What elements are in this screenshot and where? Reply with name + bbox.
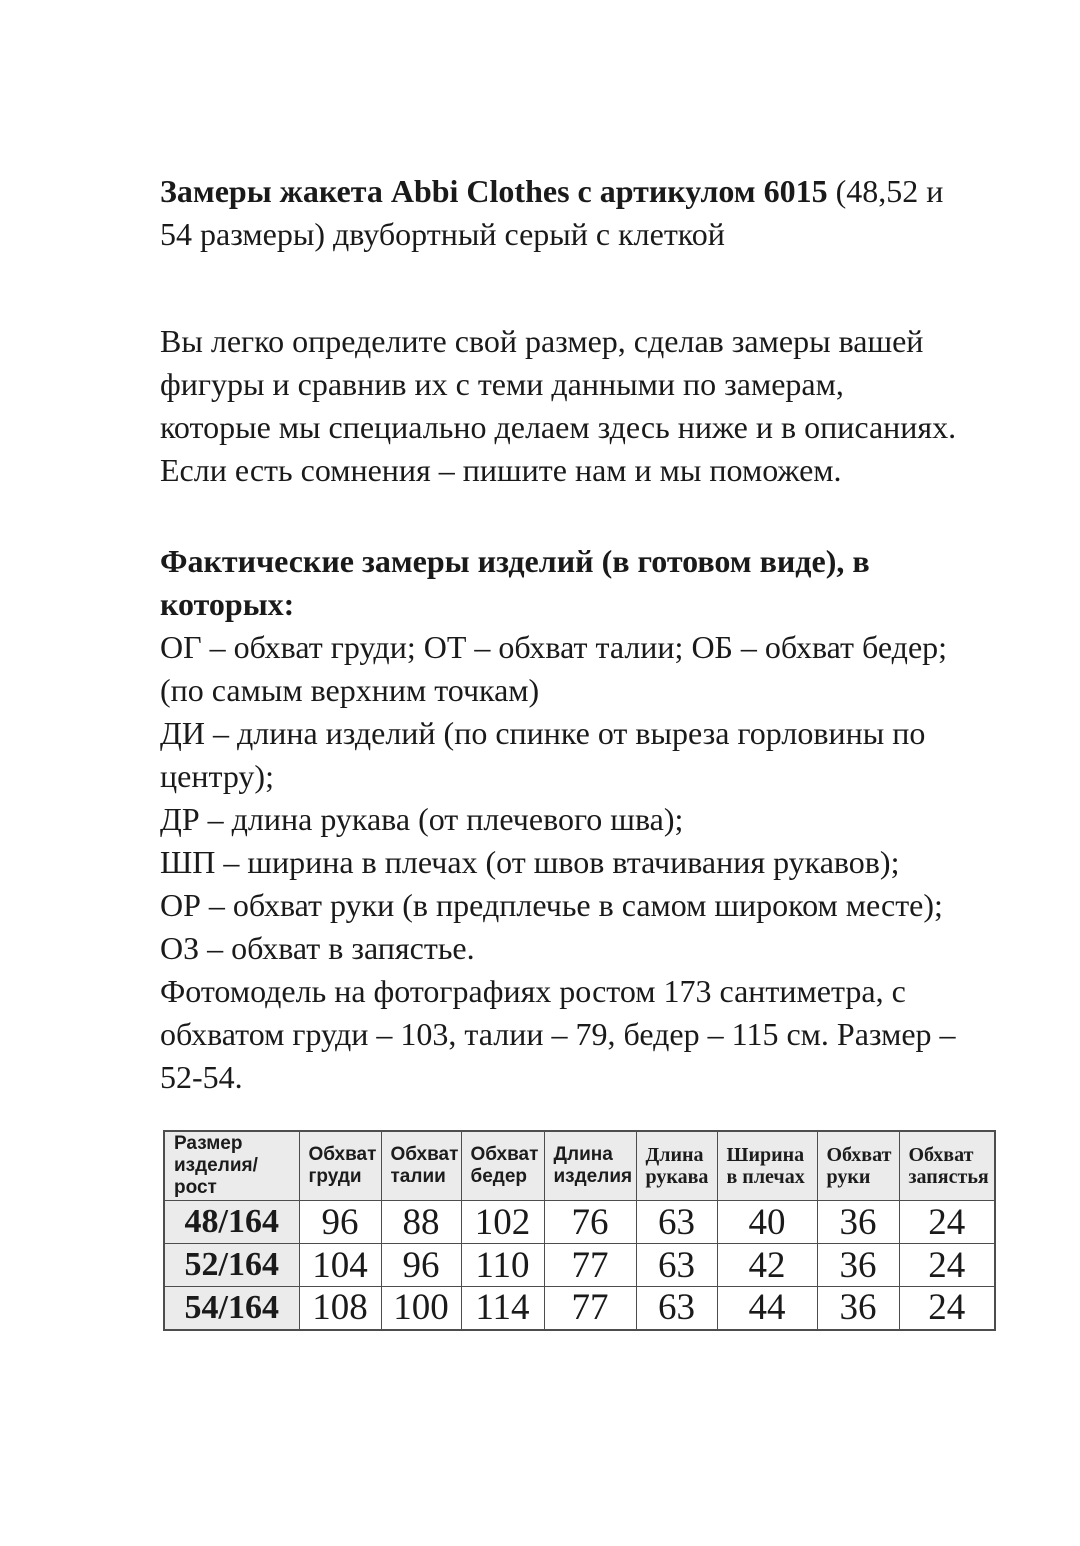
size-table-head (164, 1131, 995, 1201)
measurement-value-cell: 63 (636, 1244, 717, 1287)
size-table-header-cell: Обхват бедер (461, 1131, 544, 1201)
size-table-header-cell: Размер изделия/рост (164, 1131, 299, 1201)
measurement-value-cell: 100 (381, 1287, 461, 1330)
size-table-header-cell: Ширина в плечах (717, 1131, 817, 1201)
measurement-value-cell: 110 (461, 1244, 544, 1287)
measurement-value-cell: 76 (544, 1201, 636, 1244)
measurement-value-cell: 96 (381, 1244, 461, 1287)
definition-line: ДР – длина рукава (от плечевого шва); (160, 801, 684, 837)
measurement-value-cell: 114 (461, 1287, 544, 1330)
measurement-value-cell: 44 (717, 1287, 817, 1330)
size-table (163, 1130, 996, 1331)
definition-line: ОГ – обхват груди; ОТ – обхват талии; ОБ – обхват бедер; (по самым верхним точкам) (160, 629, 948, 708)
measurement-value-cell: 36 (817, 1201, 899, 1244)
definition-line: ОР – обхват руки (в предплечье в самом широком месте); (160, 887, 943, 923)
measurement-value-cell: 40 (717, 1201, 817, 1244)
page-title (160, 170, 962, 256)
measurement-value-cell: 42 (717, 1244, 817, 1287)
measurement-value-cell: 36 (817, 1244, 899, 1287)
size-table-row (164, 1244, 995, 1287)
size-table-header-cell: Обхват талии (381, 1131, 461, 1201)
definition-line: Фотомодель на фотографиях ростом 173 сантиметра, с обхватом груди – 103, талии – 79, бедер – 115 см. Размер – 52-54. (160, 973, 956, 1095)
definition-line: ОЗ – обхват в запястье. (160, 930, 475, 966)
size-label-cell: 48/164 (164, 1201, 299, 1244)
measurement-value-cell: 77 (544, 1244, 636, 1287)
section-heading: Фактические замеры изделий (в готовом виде), в которых: (160, 543, 870, 622)
intro-paragraph: Вы легко определите свой размер, сделав замеры вашей фигуры и сравнив их с теми данными по замерам, которые мы специально делаем здесь ниже и в описаниях. Если есть сомнения – пишите нам и мы поможем. (160, 323, 957, 488)
size-label-cell: 52/164 (164, 1244, 299, 1287)
size-table-wrapper (163, 1130, 1080, 1331)
measurement-value-cell: 77 (544, 1287, 636, 1330)
measurement-value-cell: 102 (461, 1201, 544, 1244)
measurement-value-cell: 36 (817, 1287, 899, 1330)
measurement-value-cell: 88 (381, 1201, 461, 1244)
measurement-value-cell: 63 (636, 1287, 717, 1330)
measurement-value-cell: 63 (636, 1201, 717, 1244)
definition-line: ШП – ширина в плечах (от швов втачивания рукавов); (160, 844, 900, 880)
size-table-header-cell: Длина изделия (544, 1131, 636, 1201)
size-table-header-row (164, 1131, 995, 1201)
definition-line: ДИ – длина изделий (по спинке от выреза горловины по центру); (160, 715, 926, 794)
measurement-value-cell: 24 (899, 1287, 995, 1330)
measurement-definitions (160, 626, 962, 1099)
size-table-row (164, 1287, 995, 1330)
measurement-value-cell: 108 (299, 1287, 381, 1330)
size-label-cell: 54/164 (164, 1287, 299, 1330)
measurement-value-cell: 104 (299, 1244, 381, 1287)
size-table-header-cell: Обхват запястья (899, 1131, 995, 1201)
size-table-header-cell: Длина рукава (636, 1131, 717, 1201)
size-table-header-cell: Обхват груди (299, 1131, 381, 1201)
size-table-row (164, 1201, 995, 1244)
measurement-value-cell: 24 (899, 1201, 995, 1244)
size-table-header-cell: Обхват руки (817, 1131, 899, 1201)
page-title-regular-text: (48,52 и 54 размеры) двубортный серый с клеткой (160, 173, 944, 252)
measurement-value-cell: 96 (299, 1201, 381, 1244)
page-title-bold-text: Замеры жакета Abbi Clothes с артикулом 6015 (160, 173, 828, 209)
measurement-value-cell: 24 (899, 1244, 995, 1287)
size-table-body (164, 1201, 995, 1330)
